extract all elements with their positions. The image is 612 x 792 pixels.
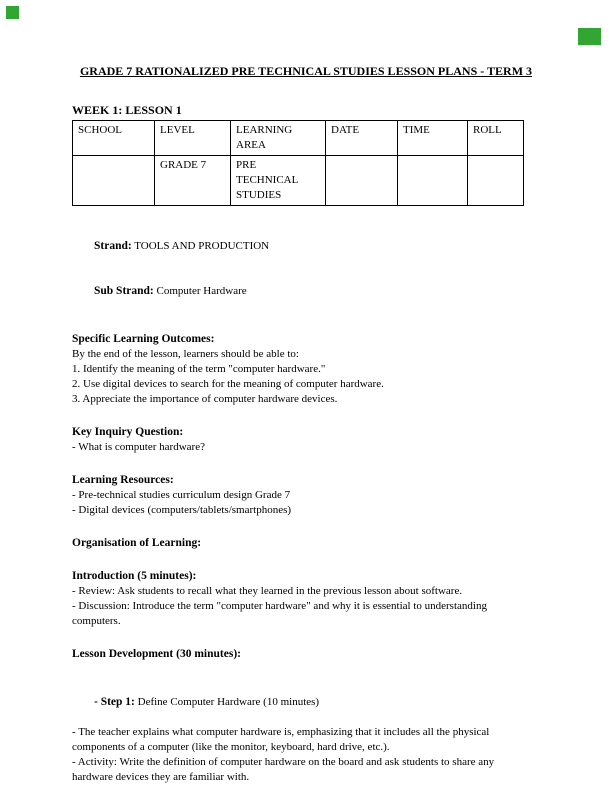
learning-resources-section bbox=[72, 473, 540, 518]
table-cell-level: GRADE 7 bbox=[155, 156, 231, 206]
table-header-cell-learning-area: LEARNING AREA bbox=[231, 121, 326, 156]
table-header-cell-roll: ROLL bbox=[468, 121, 524, 156]
document-content bbox=[72, 64, 540, 792]
week-heading: WEEK 1: LESSON 1 bbox=[72, 103, 182, 117]
step1-explain-line-1: - The teacher explains what computer hardware is, emphasizing that it includes all the physical bbox=[72, 726, 490, 738]
introduction-review-line: - Review: Ask students to recall what they learned in the previous lesson about software. bbox=[72, 585, 463, 597]
introduction-discussion-line-2: computers. bbox=[72, 615, 121, 627]
table-header-cell-date: DATE bbox=[326, 121, 398, 156]
step1-title-text: Define Computer Hardware (10 minutes) bbox=[134, 696, 320, 708]
table-cell-time bbox=[398, 156, 468, 206]
key-inquiry-heading: Key Inquiry Question: bbox=[72, 426, 184, 438]
outcomes-heading: Specific Learning Outcomes: bbox=[72, 333, 215, 345]
table-header-cell-school: SCHOOL bbox=[73, 121, 155, 156]
table-header-cell-time: TIME bbox=[398, 121, 468, 156]
strand-line bbox=[72, 224, 540, 269]
table-cell-date bbox=[326, 156, 398, 206]
resource-item-2: - Digital devices (computers/tablets/smartphones) bbox=[72, 504, 292, 516]
green-marker-icon bbox=[578, 28, 601, 45]
page-title: GRADE 7 RATIONALIZED PRE TECHNICAL STUDIES LESSON PLANS - TERM 3 bbox=[79, 64, 533, 78]
table-data-row bbox=[73, 156, 524, 206]
lesson-development-section bbox=[72, 647, 540, 662]
introduction-heading: Introduction (5 minutes): bbox=[72, 570, 197, 582]
introduction-section bbox=[72, 569, 540, 629]
sub-strand-value: Computer Hardware bbox=[153, 285, 247, 297]
step1-activity-line-2: hardware devices they are familiar with. bbox=[72, 771, 250, 783]
lesson-development-heading: Lesson Development (30 minutes): bbox=[72, 648, 241, 660]
green-marker-icon bbox=[6, 6, 19, 19]
key-inquiry-section bbox=[72, 425, 540, 455]
lesson-info-table bbox=[72, 120, 524, 206]
strand-value: TOOLS AND PRODUCTION bbox=[131, 240, 270, 252]
specific-learning-outcomes-section bbox=[72, 332, 540, 407]
table-cell-learning-area: PRE TECHNICAL STUDIES bbox=[231, 156, 326, 206]
organisation-of-learning-section bbox=[72, 536, 540, 551]
strand-label: Strand: bbox=[94, 240, 132, 252]
table-header-row bbox=[73, 121, 524, 156]
step1-title-line bbox=[72, 680, 540, 725]
sub-strand-line bbox=[72, 269, 540, 314]
step1-activity-line-1: - Activity: Write the definition of computer hardware on the board and ask students to share any bbox=[72, 756, 495, 768]
key-inquiry-question: - What is computer hardware? bbox=[72, 441, 205, 453]
outcomes-intro: By the end of the lesson, learners should be able to: bbox=[72, 348, 299, 360]
step1-label: - Step 1: bbox=[94, 696, 135, 708]
organisation-heading: Organisation of Learning: bbox=[72, 537, 202, 549]
introduction-discussion-line: - Discussion: Introduce the term "computer hardware" and why it is essential to understanding bbox=[72, 600, 487, 612]
resource-item-1: - Pre-technical studies curriculum design Grade 7 bbox=[72, 489, 291, 501]
table-cell-roll bbox=[468, 156, 524, 206]
outcome-item-1: 1. Identify the meaning of the term "computer hardware." bbox=[72, 363, 326, 375]
table-header-cell-level: LEVEL bbox=[155, 121, 231, 156]
sub-strand-label: Sub Strand: bbox=[94, 285, 154, 297]
strand-section bbox=[72, 224, 540, 314]
outcome-item-2: 2. Use digital devices to search for the meaning of computer hardware. bbox=[72, 378, 384, 390]
step1-explain-line-2: components of a computer (like the monitor, keyboard, hard drive, etc.). bbox=[72, 741, 390, 753]
table-cell-school bbox=[73, 156, 155, 206]
step1-section bbox=[72, 680, 540, 785]
outcome-item-3: 3. Appreciate the importance of computer hardware devices. bbox=[72, 393, 338, 405]
resources-heading: Learning Resources: bbox=[72, 474, 174, 486]
